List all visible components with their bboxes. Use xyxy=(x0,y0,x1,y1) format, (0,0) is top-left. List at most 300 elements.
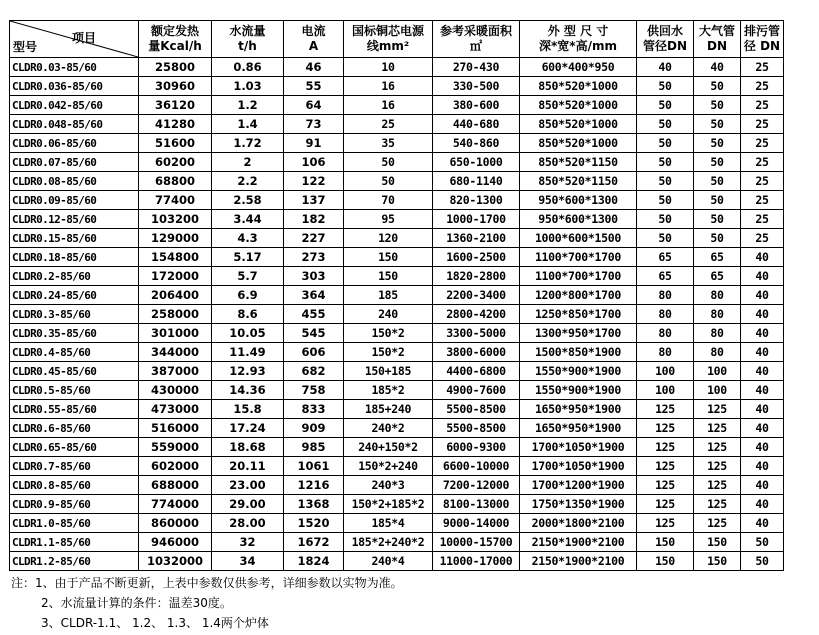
cell-cable: 70 xyxy=(344,191,433,210)
table-row xyxy=(10,77,784,96)
cell-cable: 150 xyxy=(344,267,433,286)
cell-cable: 150 xyxy=(344,248,433,267)
cell-model: CLDR0.9-85/60 xyxy=(10,495,139,514)
cell-dims: 1650*950*1900 xyxy=(520,419,637,438)
header-item: 项目 xyxy=(72,31,97,45)
cell-current: 182 xyxy=(284,210,344,229)
cell-dims: 1750*1350*1900 xyxy=(520,495,637,514)
table-row xyxy=(10,362,784,381)
cell-dims: 850*520*1000 xyxy=(520,134,637,153)
header-vent-line1: 大气管 xyxy=(698,24,735,38)
cell-current: 137 xyxy=(284,191,344,210)
cell-flow: 2.2 xyxy=(212,172,284,191)
cell-vent: 50 xyxy=(694,210,741,229)
cell-dims: 950*600*1300 xyxy=(520,191,637,210)
cell-flow: 5.7 xyxy=(212,267,284,286)
cell-drain: 40 xyxy=(741,362,784,381)
cell-model: CLDR0.2-85/60 xyxy=(10,267,139,286)
cell-dims: 850*520*1000 xyxy=(520,115,637,134)
cell-heat: 258000 xyxy=(139,305,212,324)
cell-drain: 40 xyxy=(741,438,784,457)
cell-flow: 10.05 xyxy=(212,324,284,343)
cell-heat: 30960 xyxy=(139,77,212,96)
cell-area: 9000-14000 xyxy=(433,514,520,533)
cell-vent: 50 xyxy=(694,77,741,96)
cell-supply: 50 xyxy=(637,77,694,96)
header-drain-line2: 径 DN xyxy=(743,39,781,53)
cell-heat: 301000 xyxy=(139,324,212,343)
cell-drain: 25 xyxy=(741,172,784,191)
cell-dims: 1100*700*1700 xyxy=(520,248,637,267)
cell-flow: 29.00 xyxy=(212,495,284,514)
notes xyxy=(11,573,403,633)
cell-cable: 150*2 xyxy=(344,324,433,343)
cell-drain: 25 xyxy=(741,134,784,153)
cell-supply: 80 xyxy=(637,286,694,305)
cell-current: 606 xyxy=(284,343,344,362)
table-body xyxy=(10,58,784,571)
header-dims-line2: 深*宽*高/mm xyxy=(539,39,617,53)
cell-flow: 20.11 xyxy=(212,457,284,476)
table-row xyxy=(10,286,784,305)
cell-drain: 40 xyxy=(741,305,784,324)
cell-supply: 80 xyxy=(637,324,694,343)
cell-current: 273 xyxy=(284,248,344,267)
cell-flow: 34 xyxy=(212,552,284,571)
cell-supply: 50 xyxy=(637,96,694,115)
note-3: 3、CLDR-1.1、 1.2、 1.3、 1.4两个炉体 xyxy=(41,616,269,630)
cell-drain: 25 xyxy=(741,77,784,96)
table-row xyxy=(10,153,784,172)
cell-model: CLDR0.8-85/60 xyxy=(10,476,139,495)
header-model: 型号 xyxy=(13,40,38,54)
cell-heat: 25800 xyxy=(139,58,212,77)
cell-model: CLDR1.0-85/60 xyxy=(10,514,139,533)
cell-vent: 40 xyxy=(694,58,741,77)
header-dims-line1: 外 型 尺 寸 xyxy=(547,24,609,38)
cell-cable: 240 xyxy=(344,305,433,324)
cell-heat: 60200 xyxy=(139,153,212,172)
cell-supply: 125 xyxy=(637,476,694,495)
cell-drain: 25 xyxy=(741,191,784,210)
cell-vent: 150 xyxy=(694,552,741,571)
cell-current: 909 xyxy=(284,419,344,438)
cell-flow: 28.00 xyxy=(212,514,284,533)
spec-table xyxy=(9,20,784,571)
cell-current: 46 xyxy=(284,58,344,77)
cell-heat: 77400 xyxy=(139,191,212,210)
cell-current: 64 xyxy=(284,96,344,115)
cell-current: 1368 xyxy=(284,495,344,514)
cell-cable: 185*2 xyxy=(344,381,433,400)
cell-current: 122 xyxy=(284,172,344,191)
header-cable-line2: 线mm² xyxy=(366,39,410,53)
cell-model: CLDR0.6-85/60 xyxy=(10,419,139,438)
cell-flow: 14.36 xyxy=(212,381,284,400)
header-flow-line1: 水流量 xyxy=(229,24,266,38)
cell-area: 10000-15700 xyxy=(433,533,520,552)
cell-current: 227 xyxy=(284,229,344,248)
cell-cable: 150+185 xyxy=(344,362,433,381)
cell-vent: 125 xyxy=(694,419,741,438)
cell-area: 1600-2500 xyxy=(433,248,520,267)
cell-area: 650-1000 xyxy=(433,153,520,172)
cell-area: 1000-1700 xyxy=(433,210,520,229)
cell-area: 11000-17000 xyxy=(433,552,520,571)
cell-cable: 240*3 xyxy=(344,476,433,495)
header-cable xyxy=(344,21,433,58)
cell-heat: 559000 xyxy=(139,438,212,457)
cell-supply: 50 xyxy=(637,172,694,191)
cell-drain: 25 xyxy=(741,153,784,172)
cell-supply: 125 xyxy=(637,419,694,438)
cell-dims: 850*520*1150 xyxy=(520,172,637,191)
cell-current: 1061 xyxy=(284,457,344,476)
cell-vent: 65 xyxy=(694,248,741,267)
cell-dims: 1200*800*1700 xyxy=(520,286,637,305)
cell-vent: 50 xyxy=(694,96,741,115)
table-row xyxy=(10,495,784,514)
cell-cable: 25 xyxy=(344,115,433,134)
cell-area: 6000-9300 xyxy=(433,438,520,457)
cell-supply: 100 xyxy=(637,381,694,400)
cell-supply: 80 xyxy=(637,343,694,362)
cell-cable: 50 xyxy=(344,153,433,172)
cell-supply: 100 xyxy=(637,362,694,381)
table-row xyxy=(10,58,784,77)
cell-cable: 240*2 xyxy=(344,419,433,438)
cell-supply: 150 xyxy=(637,552,694,571)
cell-heat: 129000 xyxy=(139,229,212,248)
cell-area: 7200-12000 xyxy=(433,476,520,495)
cell-heat: 430000 xyxy=(139,381,212,400)
cell-cable: 35 xyxy=(344,134,433,153)
cell-dims: 850*520*1000 xyxy=(520,77,637,96)
cell-flow: 32 xyxy=(212,533,284,552)
cell-flow: 0.86 xyxy=(212,58,284,77)
cell-dims: 1250*850*1700 xyxy=(520,305,637,324)
cell-model: CLDR0.15-85/60 xyxy=(10,229,139,248)
cell-heat: 688000 xyxy=(139,476,212,495)
cell-area: 4900-7600 xyxy=(433,381,520,400)
cell-vent: 80 xyxy=(694,305,741,324)
cell-cable: 185*4 xyxy=(344,514,433,533)
cell-area: 680-1140 xyxy=(433,172,520,191)
cell-vent: 150 xyxy=(694,533,741,552)
cell-current: 55 xyxy=(284,77,344,96)
cell-heat: 473000 xyxy=(139,400,212,419)
table-row xyxy=(10,419,784,438)
note-2: 2、水流量计算的条件：温差30度。 xyxy=(41,596,232,610)
cell-area: 3300-5000 xyxy=(433,324,520,343)
cell-vent: 125 xyxy=(694,476,741,495)
cell-vent: 80 xyxy=(694,286,741,305)
cell-flow: 1.72 xyxy=(212,134,284,153)
cell-current: 682 xyxy=(284,362,344,381)
cell-current: 106 xyxy=(284,153,344,172)
cell-flow: 1.4 xyxy=(212,115,284,134)
cell-supply: 50 xyxy=(637,191,694,210)
cell-area: 270-430 xyxy=(433,58,520,77)
cell-model: CLDR1.1-85/60 xyxy=(10,533,139,552)
cell-vent: 100 xyxy=(694,362,741,381)
cell-drain: 50 xyxy=(741,533,784,552)
cell-drain: 25 xyxy=(741,229,784,248)
cell-model: CLDR0.07-85/60 xyxy=(10,153,139,172)
cell-dims: 1000*600*1500 xyxy=(520,229,637,248)
cell-vent: 80 xyxy=(694,324,741,343)
cell-drain: 40 xyxy=(741,286,784,305)
table-row xyxy=(10,552,784,571)
cell-drain: 40 xyxy=(741,381,784,400)
cell-area: 330-500 xyxy=(433,77,520,96)
header-cable-line1: 国标铜芯电源 xyxy=(351,24,424,38)
cell-model: CLDR0.12-85/60 xyxy=(10,210,139,229)
cell-supply: 50 xyxy=(637,210,694,229)
cell-dims: 2150*1900*2100 xyxy=(520,552,637,571)
cell-dims: 2000*1800*2100 xyxy=(520,514,637,533)
cell-drain: 40 xyxy=(741,476,784,495)
cell-current: 91 xyxy=(284,134,344,153)
cell-dims: 850*520*1000 xyxy=(520,96,637,115)
cell-model: CLDR0.24-85/60 xyxy=(10,286,139,305)
cell-model: CLDR0.55-85/60 xyxy=(10,400,139,419)
cell-flow: 11.49 xyxy=(212,343,284,362)
cell-cable: 240+150*2 xyxy=(344,438,433,457)
cell-vent: 50 xyxy=(694,134,741,153)
cell-dims: 1700*1050*1900 xyxy=(520,438,637,457)
cell-dims: 1100*700*1700 xyxy=(520,267,637,286)
cell-dims: 2150*1900*2100 xyxy=(520,533,637,552)
header-drain-line1: 排污管 xyxy=(743,24,780,38)
cell-heat: 516000 xyxy=(139,419,212,438)
cell-flow: 2.58 xyxy=(212,191,284,210)
cell-current: 1520 xyxy=(284,514,344,533)
cell-drain: 40 xyxy=(741,495,784,514)
cell-vent: 65 xyxy=(694,267,741,286)
cell-vent: 50 xyxy=(694,153,741,172)
cell-current: 1216 xyxy=(284,476,344,495)
cell-current: 364 xyxy=(284,286,344,305)
cell-area: 4400-6800 xyxy=(433,362,520,381)
cell-dims: 1550*900*1900 xyxy=(520,362,637,381)
table-row xyxy=(10,514,784,533)
cell-drain: 40 xyxy=(741,457,784,476)
cell-current: 1672 xyxy=(284,533,344,552)
header-row xyxy=(10,21,784,58)
cell-heat: 68800 xyxy=(139,172,212,191)
table-row xyxy=(10,533,784,552)
cell-vent: 50 xyxy=(694,191,741,210)
cell-heat: 344000 xyxy=(139,343,212,362)
cell-cable: 50 xyxy=(344,172,433,191)
table-row xyxy=(10,400,784,419)
cell-flow: 12.93 xyxy=(212,362,284,381)
cell-supply: 65 xyxy=(637,267,694,286)
cell-area: 820-1300 xyxy=(433,191,520,210)
header-flow xyxy=(212,21,284,58)
cell-dims: 950*600*1300 xyxy=(520,210,637,229)
cell-supply: 150 xyxy=(637,533,694,552)
cell-vent: 50 xyxy=(694,115,741,134)
cell-model: CLDR0.06-85/60 xyxy=(10,134,139,153)
cell-dims: 600*400*950 xyxy=(520,58,637,77)
cell-drain: 40 xyxy=(741,400,784,419)
header-current xyxy=(284,21,344,58)
header-area xyxy=(433,21,520,58)
cell-vent: 125 xyxy=(694,495,741,514)
cell-heat: 36120 xyxy=(139,96,212,115)
table-row xyxy=(10,343,784,362)
cell-area: 1820-2800 xyxy=(433,267,520,286)
cell-model: CLDR0.4-85/60 xyxy=(10,343,139,362)
cell-area: 440-680 xyxy=(433,115,520,134)
cell-supply: 125 xyxy=(637,514,694,533)
cell-model: CLDR0.08-85/60 xyxy=(10,172,139,191)
cell-model: CLDR1.2-85/60 xyxy=(10,552,139,571)
cell-area: 540-860 xyxy=(433,134,520,153)
cell-dims: 1300*950*1700 xyxy=(520,324,637,343)
cell-drain: 25 xyxy=(741,210,784,229)
table-row xyxy=(10,96,784,115)
cell-supply: 125 xyxy=(637,400,694,419)
cell-cable: 185+240 xyxy=(344,400,433,419)
cell-vent: 100 xyxy=(694,381,741,400)
cell-dims: 1700*1050*1900 xyxy=(520,457,637,476)
cell-model: CLDR0.09-85/60 xyxy=(10,191,139,210)
table-row xyxy=(10,191,784,210)
header-vent-line2: DN xyxy=(706,39,727,53)
cell-current: 833 xyxy=(284,400,344,419)
cell-drain: 40 xyxy=(741,267,784,286)
cell-model: CLDR0.048-85/60 xyxy=(10,115,139,134)
cell-vent: 50 xyxy=(694,172,741,191)
cell-heat: 172000 xyxy=(139,267,212,286)
cell-area: 5500-8500 xyxy=(433,400,520,419)
header-model-item xyxy=(10,21,139,58)
cell-current: 303 xyxy=(284,267,344,286)
cell-flow: 18.68 xyxy=(212,438,284,457)
header-area-line2: ㎡ xyxy=(469,39,482,53)
cell-drain: 50 xyxy=(741,552,784,571)
cell-model: CLDR0.65-85/60 xyxy=(10,438,139,457)
cell-area: 2200-3400 xyxy=(433,286,520,305)
cell-vent: 125 xyxy=(694,514,741,533)
header-supply-line2: 管径DN xyxy=(642,39,687,53)
cell-cable: 150*2+185*2 xyxy=(344,495,433,514)
cell-supply: 125 xyxy=(637,438,694,457)
cell-vent: 125 xyxy=(694,438,741,457)
cell-model: CLDR0.3-85/60 xyxy=(10,305,139,324)
cell-flow: 1.03 xyxy=(212,77,284,96)
cell-area: 8100-13000 xyxy=(433,495,520,514)
cell-heat: 1032000 xyxy=(139,552,212,571)
cell-model: CLDR0.35-85/60 xyxy=(10,324,139,343)
cell-dims: 850*520*1150 xyxy=(520,153,637,172)
cell-heat: 103200 xyxy=(139,210,212,229)
cell-supply: 50 xyxy=(637,229,694,248)
cell-flow: 4.3 xyxy=(212,229,284,248)
cell-area: 3800-6000 xyxy=(433,343,520,362)
cell-vent: 50 xyxy=(694,229,741,248)
cell-cable: 120 xyxy=(344,229,433,248)
cell-model: CLDR0.042-85/60 xyxy=(10,96,139,115)
cell-cable: 10 xyxy=(344,58,433,77)
cell-flow: 1.2 xyxy=(212,96,284,115)
cell-vent: 125 xyxy=(694,457,741,476)
cell-current: 985 xyxy=(284,438,344,457)
cell-supply: 65 xyxy=(637,248,694,267)
table-row xyxy=(10,476,784,495)
cell-current: 1824 xyxy=(284,552,344,571)
cell-model: CLDR0.18-85/60 xyxy=(10,248,139,267)
cell-dims: 1700*1200*1900 xyxy=(520,476,637,495)
cell-heat: 946000 xyxy=(139,533,212,552)
header-current-line2: A xyxy=(308,39,319,53)
cell-flow: 8.6 xyxy=(212,305,284,324)
cell-dims: 1650*950*1900 xyxy=(520,400,637,419)
table-row xyxy=(10,438,784,457)
cell-heat: 206400 xyxy=(139,286,212,305)
cell-flow: 23.00 xyxy=(212,476,284,495)
cell-supply: 50 xyxy=(637,153,694,172)
table-row xyxy=(10,172,784,191)
table-row xyxy=(10,381,784,400)
cell-dims: 1500*850*1900 xyxy=(520,343,637,362)
cell-area: 2800-4200 xyxy=(433,305,520,324)
cell-heat: 154800 xyxy=(139,248,212,267)
table-row xyxy=(10,115,784,134)
cell-supply: 40 xyxy=(637,58,694,77)
cell-heat: 387000 xyxy=(139,362,212,381)
cell-flow: 5.17 xyxy=(212,248,284,267)
cell-area: 6600-10000 xyxy=(433,457,520,476)
cell-flow: 2 xyxy=(212,153,284,172)
cell-current: 455 xyxy=(284,305,344,324)
table-row xyxy=(10,267,784,286)
table-row xyxy=(10,305,784,324)
note-1: 注：1、由于产品不断更新，上表中参数仅供参考，详细参数以实物为准。 xyxy=(11,576,403,590)
cell-drain: 25 xyxy=(741,115,784,134)
cell-flow: 3.44 xyxy=(212,210,284,229)
cell-cable: 16 xyxy=(344,77,433,96)
cell-vent: 125 xyxy=(694,400,741,419)
header-flow-line2: t/h xyxy=(238,39,257,53)
header-heat-line2: 量Kcal/h xyxy=(148,39,202,53)
table-row xyxy=(10,134,784,153)
cell-dims: 1550*900*1900 xyxy=(520,381,637,400)
cell-supply: 50 xyxy=(637,134,694,153)
cell-drain: 40 xyxy=(741,248,784,267)
cell-heat: 41280 xyxy=(139,115,212,134)
cell-area: 5500-8500 xyxy=(433,419,520,438)
header-area-line1: 参考采暖面积 xyxy=(439,24,512,38)
header-heat-line1: 额定发热 xyxy=(150,24,199,38)
cell-model: CLDR0.036-85/60 xyxy=(10,77,139,96)
table-row xyxy=(10,210,784,229)
cell-drain: 40 xyxy=(741,419,784,438)
cell-drain: 25 xyxy=(741,58,784,77)
table-row xyxy=(10,229,784,248)
cell-supply: 80 xyxy=(637,305,694,324)
cell-cable: 150*2 xyxy=(344,343,433,362)
cell-flow: 17.24 xyxy=(212,419,284,438)
cell-model: CLDR0.5-85/60 xyxy=(10,381,139,400)
cell-heat: 860000 xyxy=(139,514,212,533)
cell-supply: 125 xyxy=(637,457,694,476)
cell-heat: 51600 xyxy=(139,134,212,153)
header-supply xyxy=(637,21,694,58)
